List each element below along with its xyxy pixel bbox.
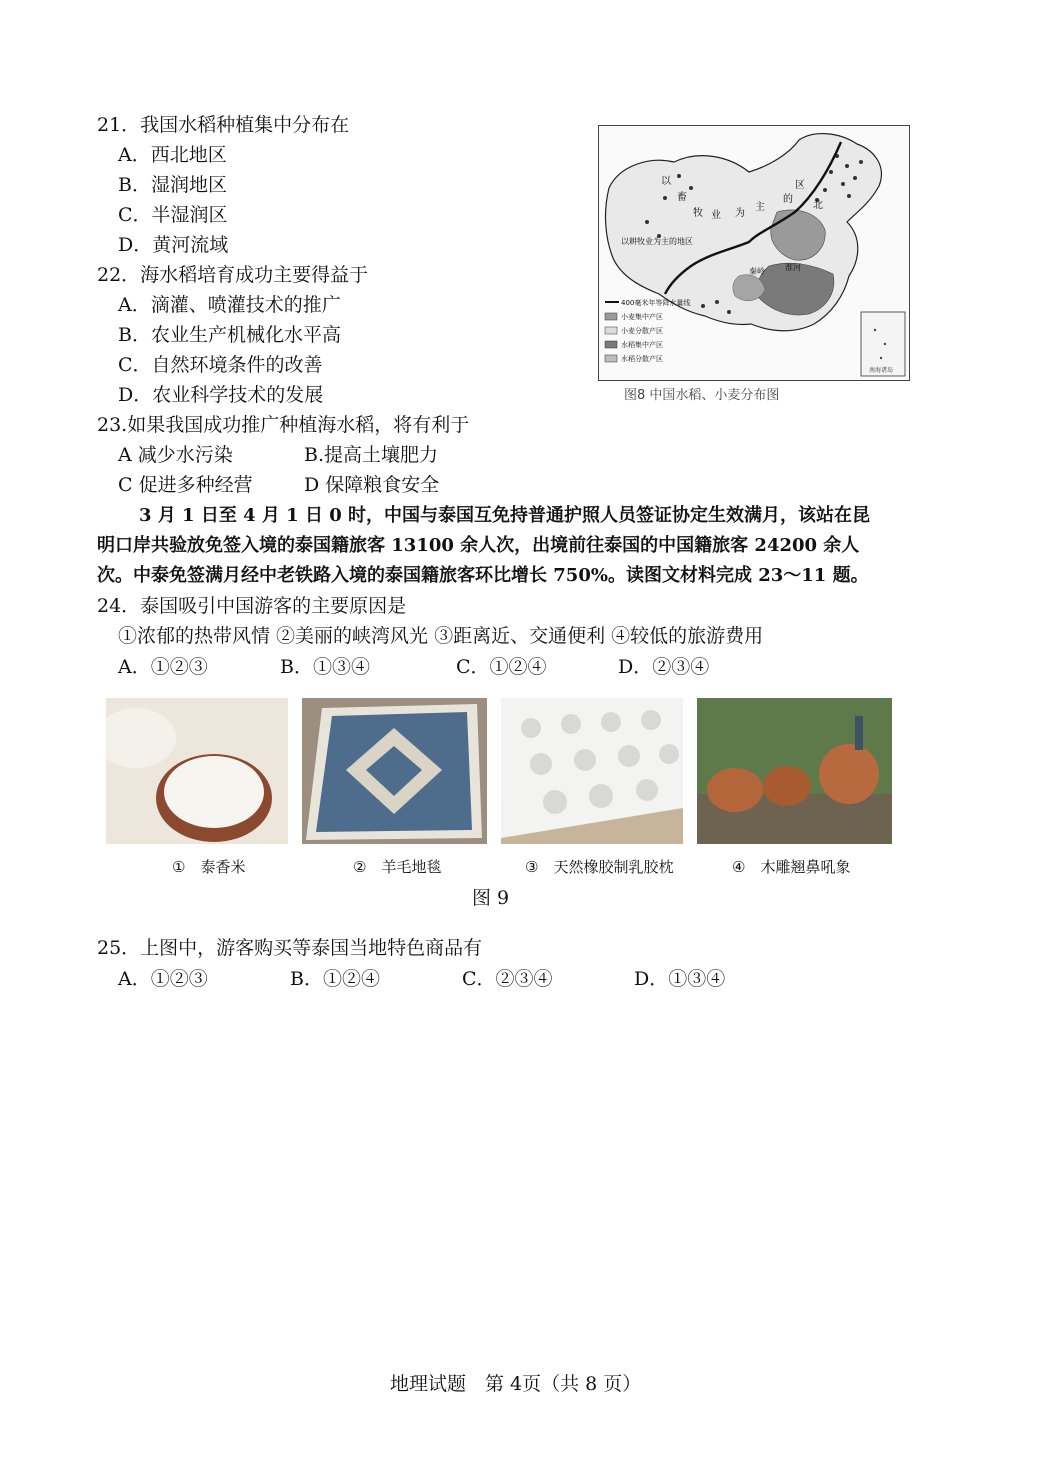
passage-line-3: 次。中泰免签满月经中老铁路入境的泰国籍旅客环比增长 750%。读图文材料完成 23～11 题。 <box>97 565 869 586</box>
q21-option-b: B．湿润地区 <box>118 174 227 196</box>
map-region-label-9: 北 <box>813 200 823 211</box>
photo-wool-carpet <box>302 698 487 844</box>
q22-stem: 22．海水稻培育成功主要得益于 <box>97 264 369 286</box>
photo-wooden-elephants <box>697 698 892 844</box>
photo-thai-fragrant-rice <box>106 698 288 844</box>
map-region-label-6: 主 <box>755 202 765 213</box>
map-region-label-7: 的 <box>783 194 793 205</box>
map-legend <box>605 298 690 363</box>
legend-isohyet: 400毫米年等降水量线 <box>621 299 691 307</box>
caption-4: ④ 木雕翘鼻吼象 <box>732 858 851 876</box>
legend-rice-concentrated: 水稻集中产区 <box>621 341 663 349</box>
inset-label: 南海诸岛 <box>869 367 894 374</box>
map-region-label-4: 业 <box>711 210 721 221</box>
caption-3: ③ 天然橡胶制乳胶枕 <box>525 858 674 876</box>
legend-wheat-scattered: 小麦分散产区 <box>621 327 663 335</box>
q22-option-b: B．农业生产机械化水平高 <box>118 324 341 346</box>
map-region-label-8: 区 <box>795 180 805 191</box>
q24-statements: ①浓郁的热带风情 ②美丽的峡湾风光 ③距离近、交通便利 ④较低的旅游费用 <box>118 625 764 647</box>
q21-option-a: A．西北地区 <box>118 144 227 166</box>
page-footer: 地理试题 第 4页（共 8 页） <box>390 1373 642 1395</box>
q24-stem: 24．泰国吸引中国游客的主要原因是 <box>97 595 407 617</box>
q21-option-c: C．半湿润区 <box>118 204 228 226</box>
passage-line-1: 3 月 1 日至 4 月 1 日 0 时，中国与泰国互免持普通护照人员签证协定生效满月，该站在昆 <box>139 505 871 526</box>
photo-latex-pillow <box>501 698 683 844</box>
legend-rice-scattered: 水稻分散产区 <box>621 355 663 363</box>
map-drawing <box>599 126 909 380</box>
passage-line-2: 明口岸共验放免签入境的泰国籍旅客 13100 余人次，出境前往泰国的中国籍旅客 24200 余人 <box>97 535 860 556</box>
legend-wheat-concentrated: 小麦集中产区 <box>621 313 663 321</box>
caption-1: ① 泰香米 <box>172 858 246 876</box>
q23-stem: 23.如果我国成功推广种植海水稻，将有利于 <box>97 414 470 436</box>
q25-option-b: B．①②④ <box>290 968 380 990</box>
q23-option-d: D 保障粮食安全 <box>304 474 440 496</box>
q25-stem: 25．上图中，游客购买等泰国当地特色商品有 <box>97 937 483 959</box>
q25-option-c: C．②③④ <box>462 968 553 990</box>
caption-2: ② 羊毛地毯 <box>353 858 442 876</box>
q25-option-d: D．①③④ <box>634 968 726 990</box>
map-region-label-1: 以 <box>661 176 671 187</box>
q22-option-c: C．自然环境条件的改善 <box>118 354 323 376</box>
q24-option-d: D．②③④ <box>618 656 710 678</box>
figure9-title: 图 9 <box>472 887 510 909</box>
q22-option-a: A．滴灌、喷灌技术的推广 <box>118 294 341 316</box>
q23-option-b: B.提高土壤肥力 <box>304 444 439 466</box>
q23-option-c: C 促进多种经营 <box>118 474 253 496</box>
q24-option-a: A．①②③ <box>118 656 208 678</box>
q24-option-b: B．①③④ <box>280 656 370 678</box>
map-region-label-11: 秦岭 <box>749 267 765 276</box>
q23-option-a: A 减少水污染 <box>118 444 233 466</box>
map-region-label-10: 以耕牧业为主的地区 <box>621 237 693 246</box>
q22-option-d: D．农业科学技术的发展 <box>118 384 324 406</box>
q21-option-d: D．黄河流域 <box>118 234 229 256</box>
q21-stem: 21．我国水稻种植集中分布在 <box>97 114 350 136</box>
q24-option-c: C．①②④ <box>456 656 547 678</box>
map-region-label-2: 畜 <box>677 192 687 203</box>
map-caption: 图8 中国水稻、小麦分布图 <box>624 388 780 403</box>
china-rice-wheat-map <box>598 125 910 381</box>
map-region-label-3: 牧 <box>693 208 703 219</box>
map-region-label-12: 淮河 <box>785 263 801 272</box>
map-region-label-5: 为 <box>735 208 745 219</box>
q25-option-a: A．①②③ <box>118 968 208 990</box>
